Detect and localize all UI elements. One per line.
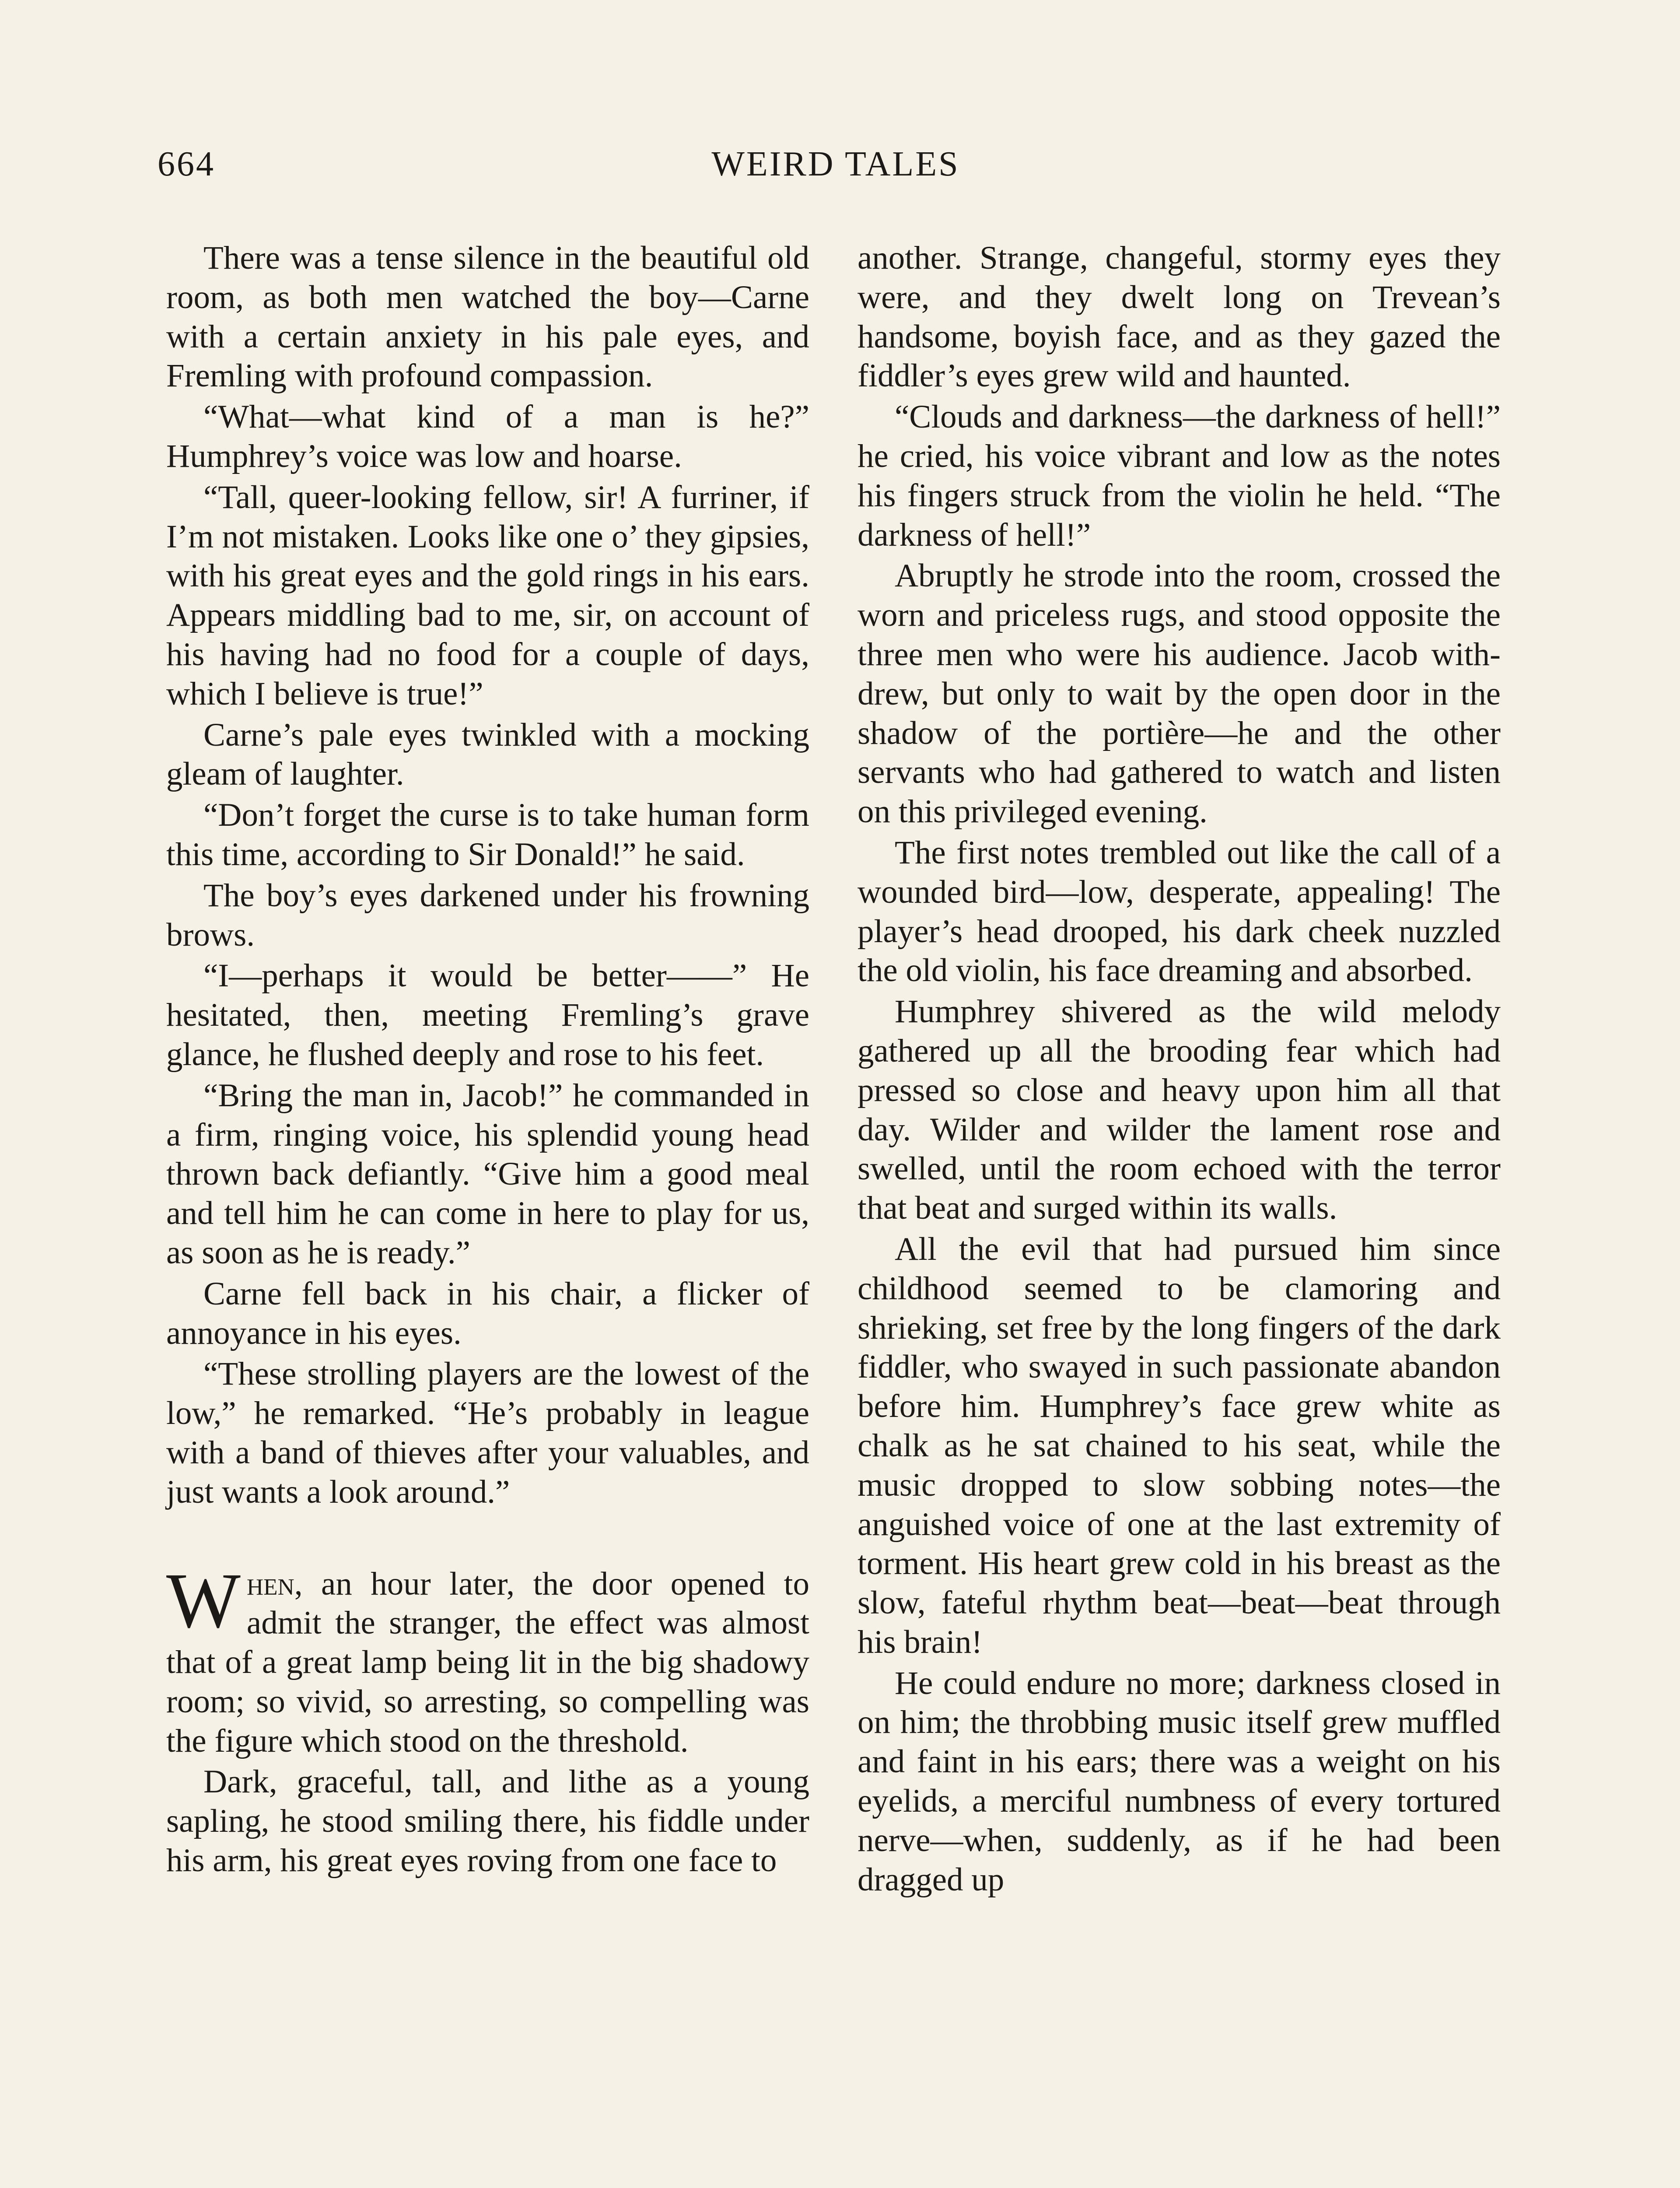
continued-paragraph: another. Strange, changeful, stormy eyes they were, and they dwelt long on Trevean’s handsome, boyish face, and as they gazed the fiddler’s eyes grew wild and haunted. — [858, 240, 1501, 394]
paragraph: “I—perhaps it would be better——” He hesitated, then, meeting Fremling’s grave glance, he flushed deeply and rose to his feet. — [166, 957, 809, 1073]
paragraph: “These strolling players are the lowest of the low,” he remarked. “He’s probably in league with a band of thieves after your valuables, and just wants a look around.” — [166, 1356, 809, 1510]
drop-cap: W — [166, 1557, 241, 1644]
small-caps-lead: hen, — [246, 1565, 303, 1602]
paragraph: The first notes trembled out like the call of a wounded bird—low, desperate, appealing! The player’s head drooped, his dark cheek nuzzled the old violin, his face dreaming and absorbed. — [858, 834, 1501, 989]
paragraph: There was a tense silence in the beautiful old room, as both men watched the boy—Carne with a certain anxiety in his pale eyes, and Fremling with profound compassion. — [166, 240, 809, 394]
paragraph: “Clouds and darkness—the darkness of hell!” he cried, his voice vibrant and low as the notes his fingers struck from the violin he held. “The darkness of hell!” — [858, 399, 1501, 553]
paragraph: Humphrey shivered as the wild melody gathered up all the brooding fear which had pressed so close and heavy upon him all that day. Wilder and wilder the lament rose and swelled, until the room echoed with the terror that beat and surged within its walls. — [858, 993, 1501, 1227]
paragraph: All the evil that had pursued him since childhood seemed to be clamoring and shrieking, set free by the long fingers of the dark fiddler, who swayed in such passionate abandon before him. Humphrey’s face grew white as chalk as he sat chained to his seat, while the music dropped to slow sobbing notes—the anguished voice of one at the last extremity of torment. His heart grew cold in his breast as the slow, fateful rhythm beat—beat—beat through his brain! — [858, 1231, 1501, 1660]
right-column — [858, 238, 1501, 1901]
section-text: an hour later, the door opened to admit the stranger, the effect was almost that of a great lamp being lit in the big shadowy room; so vivid, so arresting, so compelling was the figure which stood on the threshold. — [166, 1565, 809, 1759]
paragraph: “Don’t forget the curse is to take human form this time, according to Sir Donald!” he said. — [166, 797, 809, 873]
paragraph: “What—what kind of a man is he?” Humphrey’s voice was low and hoarse. — [166, 399, 809, 474]
section-opening-paragraph — [166, 1557, 809, 1761]
paragraph: Dark, graceful, tall, and lithe as a young sapling, he stood smiling there, his fiddle under his arm, his great eyes roving from one face to — [166, 1764, 809, 1879]
paragraph: Carne’s pale eyes twinkled with a mocking gleam of laughter. — [166, 716, 809, 792]
paragraph: He could endure no more; darkness closed in on him; the throbbing music itself grew muffled and faint in his ears; there was a weight on his eyelids, a merciful numbness of every tortured nerve—when, suddenly, as if he had been dragged up — [858, 1665, 1501, 1898]
paragraph: The boy’s eyes darkened under his frowning brows. — [166, 877, 809, 953]
paragraph: Abruptly he strode into the room, crossed the worn and priceless rugs, and stood opposite the three men who were his audience. Jacob withdrew, but only to wait by the open door in the shadow of the portière—he and the other servants who had gathered to watch and listen on this privileged evening. — [858, 558, 1501, 830]
paragraph: “Bring the man in, Jacob!” he commanded in a firm, ringing voice, his splendid young head thrown back defiantly. “Give him a good meal and tell him he can come in here to play for us, as soon as he is ready.” — [166, 1077, 809, 1271]
left-column — [166, 238, 809, 1882]
page-number: 664 — [158, 145, 215, 183]
paragraph: Carne fell back in his chair, a flicker of annoyance in his eyes. — [166, 1275, 809, 1351]
page-header — [158, 144, 1514, 193]
running-title: WEIRD TALES — [711, 145, 960, 183]
paragraph: “Tall, queer-looking fellow, sir! A furriner, if I’m not mistaken. Looks like one o’ they gipsies, with his great eyes and the gold rings in his ears. Appears middling bad to me, sir, on account of his having had no food for a couple of days, which I believe is true!” — [166, 479, 809, 712]
